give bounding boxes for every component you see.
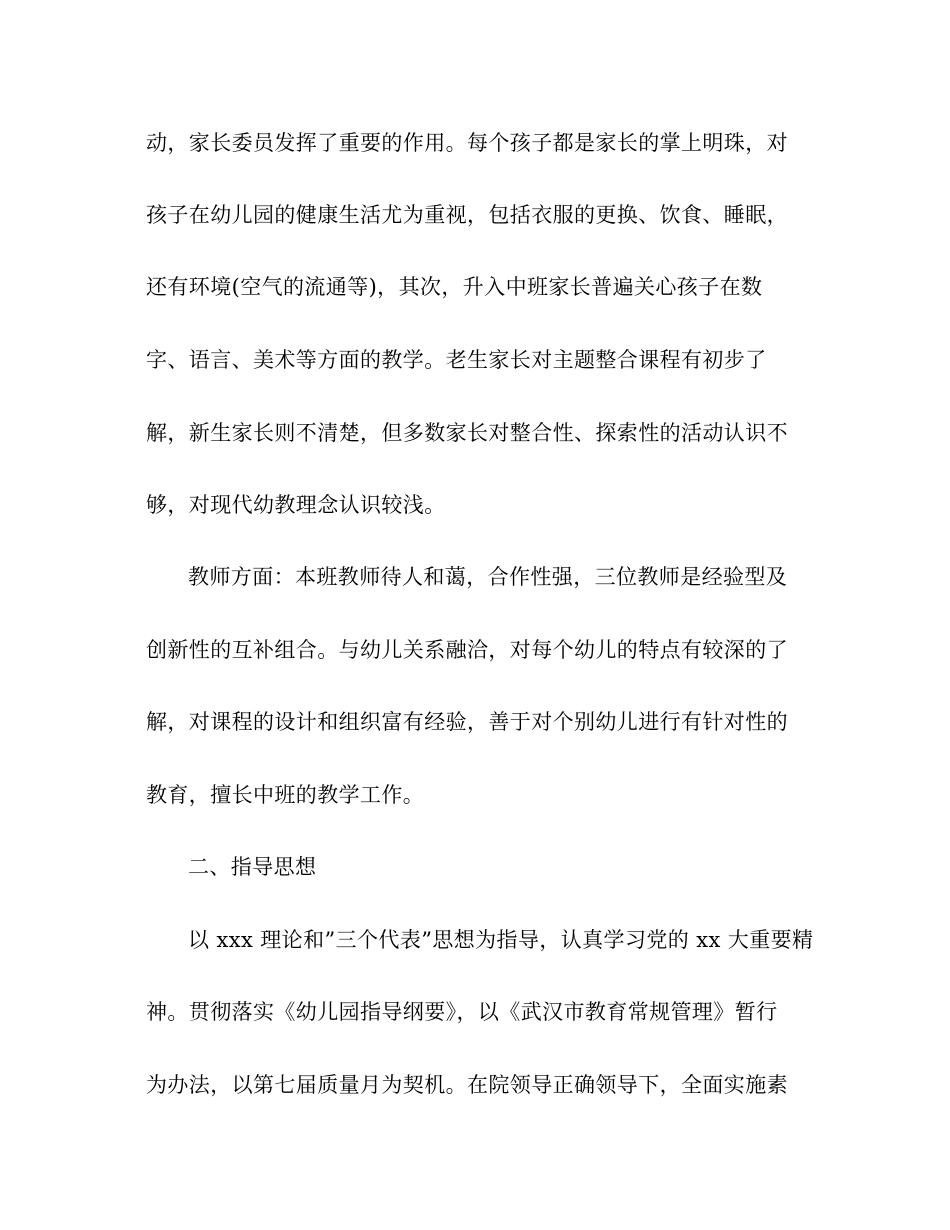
paragraph-line: 够，对现代幼教理念认识较浅。: [146, 493, 446, 517]
paragraph-line: 以 xxx 理论和”三个代表”思想为指导，认真学习党的 xx 大重要精: [188, 928, 814, 952]
paragraph-line: 字、语言、美术等方面的教学。老生家长对主题整合课程有初步了: [146, 348, 767, 372]
paragraph-line: 解，对课程的设计和组织富有经验，善于对个别幼儿进行有针对性的: [146, 710, 788, 734]
paragraph-line: 教师方面：本班教师待人和蔼，合作性强，三位教师是经验型及: [188, 565, 788, 589]
paragraph-line: 动，家长委员发挥了重要的作用。每个孩子都是家长的掌上明珠，对: [146, 131, 788, 155]
paragraph-line: 创新性的互补组合。与幼儿关系融洽，对每个幼儿的特点有较深的了: [146, 638, 788, 662]
paragraph-line: 还有环境(空气的流通等)，其次，升入中班家长普遍关心孩子在数: [146, 275, 763, 299]
paragraph-line: 神。贯彻落实《幼儿园指导纲要》，以《武汉市教育常规管理》暂行: [146, 1000, 778, 1024]
paragraph-line: 孩子在幼儿园的健康生活尤为重视，包括衣服的更换、饮食、睡眠，: [146, 203, 788, 227]
section-heading: 二、指导思想: [188, 855, 317, 879]
paragraph-line: 为办法，以第七届质量月为契机。在院领导正确领导下，全面实施素: [146, 1073, 788, 1097]
paragraph-line: 解，新生家长则不清楚，但多数家长对整合性、探索性的活动认识不: [146, 421, 788, 445]
paragraph-line: 教育，擅长中班的教学工作。: [146, 783, 425, 807]
